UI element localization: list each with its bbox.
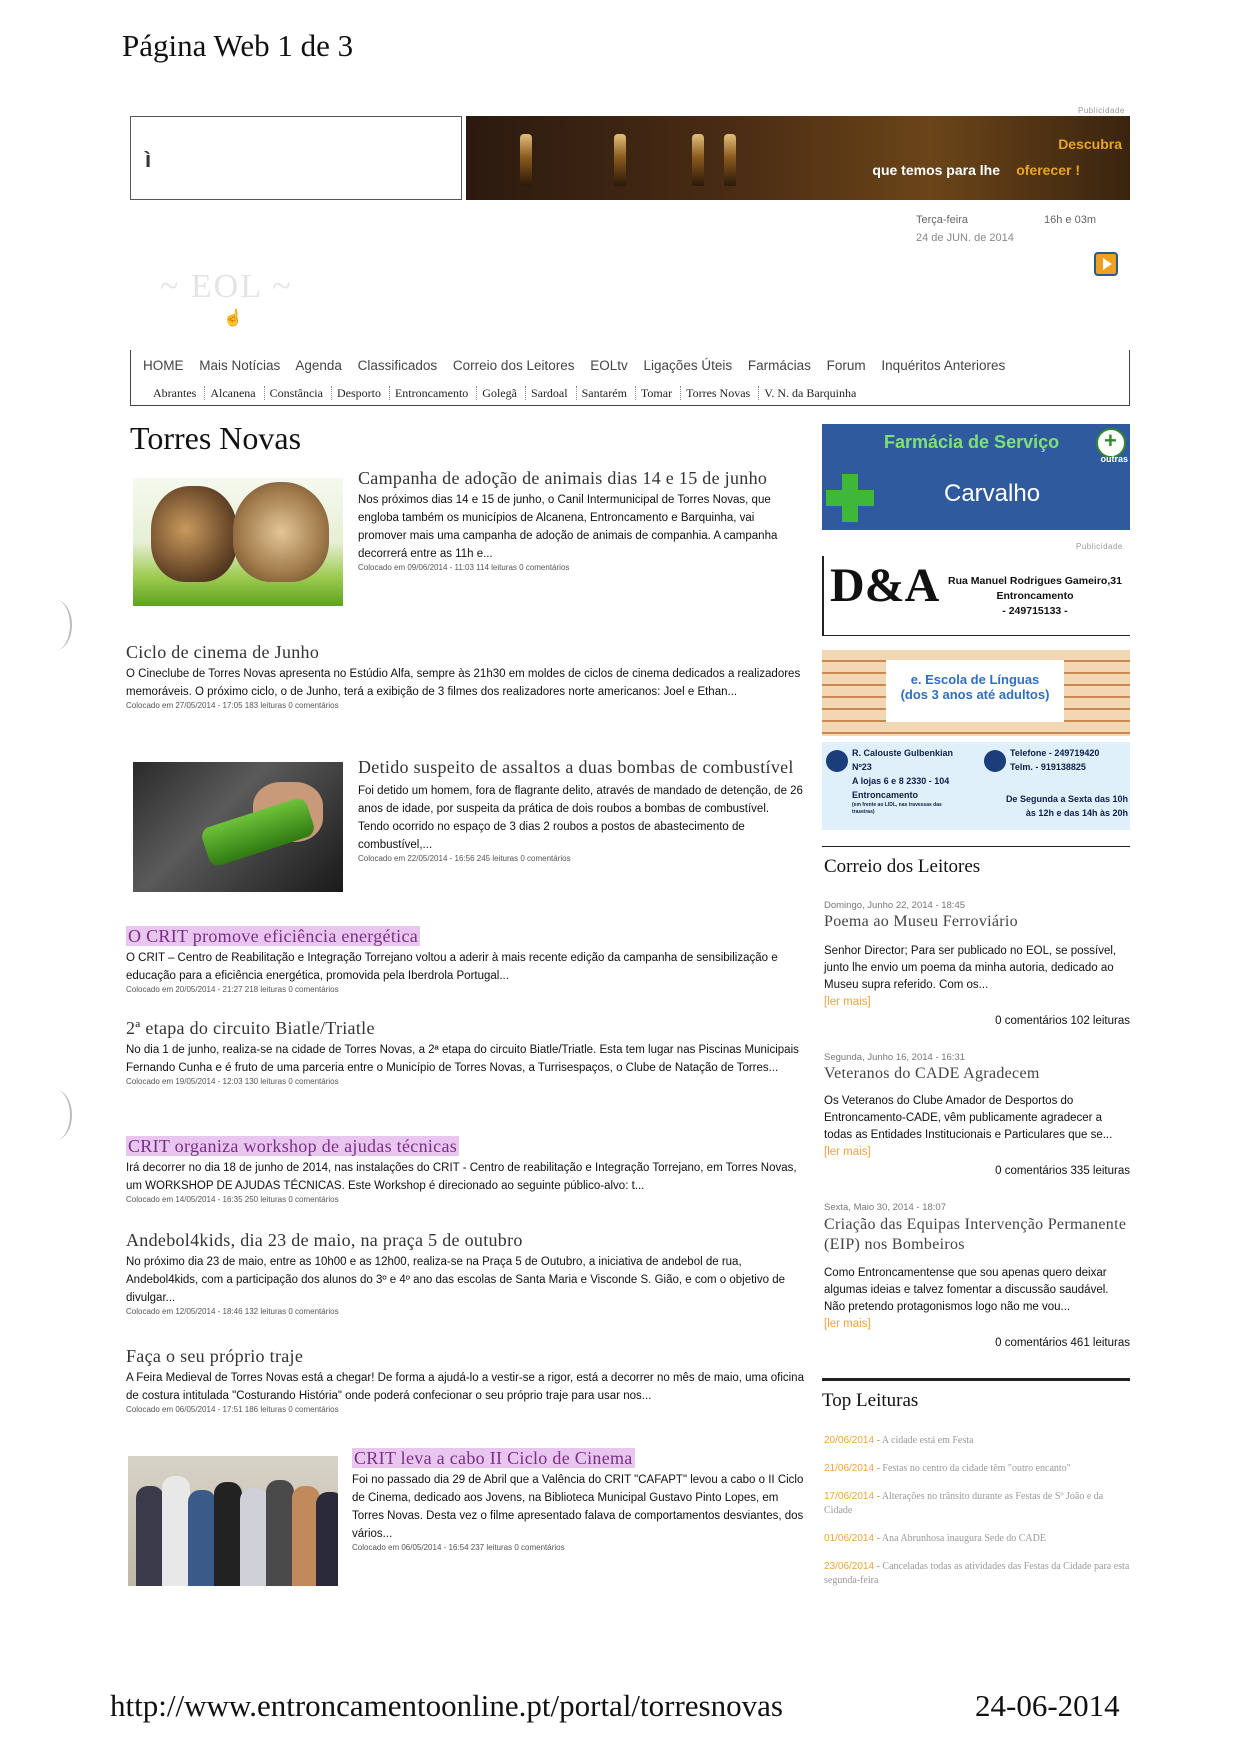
cat-image (233, 482, 329, 582)
correio-section-title: Correio dos Leitores (824, 856, 981, 877)
contact-address-line: Entroncamento (852, 790, 919, 800)
article-body: A Feira Medieval de Torres Novas está a chegar! De forma a ajudá-lo a vestir-se a rigor, está a decorrer no mês de maio, uma oficina de costura intitulada "Costurando História" onde poderá confecionar o seu próprio traje para usar nos... (126, 1372, 804, 1402)
article-title[interactable]: CRIT leva a cabo II Ciclo de Cinema (354, 1448, 633, 1468)
ad-contact-info[interactable] (822, 742, 1130, 830)
article-image-group-photo[interactable] (128, 1456, 338, 1586)
nav-classificados[interactable]: Classificados (357, 358, 438, 373)
advertising-label: Publicidade (1078, 106, 1125, 115)
top-reading-date: 01/06/2014 (824, 1533, 875, 1544)
article-meta: Colocado em 14/05/2014 - 16:35 250 leituras 0 comentários (126, 1195, 339, 1204)
contact-hours-line: às 12h e das 14h às 20h (1025, 808, 1128, 818)
hand-cursor-icon: ☝ (223, 310, 243, 327)
print-page-header: Página Web 1 de 3 (122, 28, 354, 63)
article-meta: Colocado em 19/05/2014 - 12:03 130 leituras 0 comentários (126, 1077, 339, 1086)
nav-inqueritos[interactable]: Inquéritos Anteriores (881, 358, 1006, 373)
article-body: O Cineclube de Torres Novas apresenta no Estúdio Alfa, sempre às 21h30 em moldes de ciclos de cinema dedicados a realizadores memoráveis. O próximo ciclo, o de Junho, terá a exibição de 3 filmes dos realizadores norte americanos: Joel e Ethan... (126, 668, 801, 698)
article-body: No próximo dia 23 de maio, entre as 10h00 e as 12h00, realiza-se na Praça 5 de Outubro, a iniciativa de andebol de rua, Andebol4kids, com a participação dos alunos do 3º e 4º ano das escolas de Santa Maria e Visconde S. Gião, e com o objetivo de divulgar... (126, 1256, 785, 1304)
contact-address (852, 746, 972, 816)
article-title[interactable]: Campanha de adoção de animais dias 14 e 15 de junho (358, 468, 768, 488)
top-reading-text: - Canceladas todas as atividades das Festas da Cidade para esta segunda-feira (824, 1561, 1130, 1586)
main-navigation (130, 350, 1130, 406)
top-reading-text: - A cidade está em Festa (874, 1435, 974, 1446)
ad-banner-wine[interactable] (466, 116, 1130, 200)
article-meta: Colocado em 27/05/2014 - 17:05 183 leituras 0 comentários (126, 701, 339, 710)
article (358, 754, 803, 863)
pharmacy-widget[interactable] (822, 424, 1130, 530)
article-title[interactable]: Andebol4kids, dia 23 de maio, na praça 5 de outubro (126, 1230, 523, 1250)
letter-stats: 0 comentários 102 leituras (995, 1015, 1130, 1027)
article-meta: Colocado em 06/05/2014 - 17:51 186 leituras 0 comentários (126, 1405, 339, 1414)
nav-region-item[interactable]: Alcanena (204, 386, 260, 400)
article (126, 1136, 814, 1204)
nav-correio-leitores[interactable]: Correio dos Leitores (452, 358, 575, 373)
reader-letter (824, 1052, 1130, 1177)
article-meta: Colocado em 20/05/2014 - 21:27 218 leituras 0 comentários (126, 985, 339, 994)
top-reading-item[interactable] (824, 1490, 1130, 1518)
letter-stats: 0 comentários 461 leituras (995, 1337, 1130, 1349)
reader-letter (824, 900, 1130, 1027)
letter-body: Os Veteranos do Clube Amador de Desportos do Entroncamento-CADE, vêm publicamente agradecer a todas as Entidades Institucionais e Particulares que se... (824, 1095, 1113, 1141)
article-title[interactable]: O CRIT promove eficiência energética (128, 926, 419, 946)
person-figure (136, 1486, 164, 1586)
nav-region-item[interactable]: Golegã (476, 386, 522, 400)
letter-title[interactable]: Poema ao Museu Ferroviário (824, 913, 1018, 930)
page-title: Torres Novas (130, 420, 302, 456)
article-body: No dia 1 de junho, realiza-se na cidade de Torres Novas, a 2ª etapa do circuito Biatle/Triatle. Esta tem lugar nas Piscinas Municipais Fernando Cunha e é fruto de uma parceria entre o Município de Torres Novas, a Turrisespaços, o Clube de Natação de Torres... (126, 1044, 799, 1074)
bottle-icon (724, 134, 736, 186)
ad-subline-accent: oferecer ! (1016, 162, 1080, 178)
article (126, 926, 814, 994)
person-figure (162, 1476, 190, 1586)
advertising-label: Publicidade (1076, 542, 1123, 551)
contact-phones (1010, 746, 1128, 774)
ad-language-school[interactable] (822, 650, 1130, 736)
article (126, 1230, 814, 1316)
nav-region-item[interactable]: Entroncamento (389, 386, 473, 400)
school-ages: (dos 3 anos até adultos) (900, 687, 1050, 702)
article (126, 642, 814, 710)
letter-body: Senhor Director; Para ser publicado no EOL, se possível, junto lhe envio um poema da minha autoria, dedicado ao Museu supra referido. Com os... (824, 945, 1117, 991)
current-time: 16h e 03m (1044, 214, 1096, 226)
person-figure (266, 1480, 294, 1586)
article-body: O CRIT – Centro de Reabilitação e Integração Torrejano voltou a aderir à mais recente edição da campanha de sensibilização e educação para a eficiência energética, promovida pela Iberdrola Portugal... (126, 952, 778, 982)
letter-stats: 0 comentários 335 leituras (995, 1165, 1130, 1177)
nav-region-item[interactable]: V. N. da Barquinha (758, 386, 861, 400)
current-weekday: Terça-feira (916, 214, 968, 226)
top-reading-item[interactable] (824, 1434, 1130, 1448)
article-meta: Colocado em 12/05/2014 - 18:46 132 leituras 0 comentários (126, 1307, 339, 1316)
bottle-icon (614, 134, 626, 186)
ad-dna[interactable] (822, 556, 1130, 636)
top-readings-list (824, 1434, 1130, 1588)
cursor-icon: ì (145, 147, 152, 172)
current-date: 24 de JUN. de 2014 (916, 232, 1014, 244)
letter-body: Como Entroncamentense que sou apenas quero deixar algumas ideias e talvez fomentar a discussão saudável. Não pretendo protagonismos logo não me vou... (824, 1267, 1109, 1313)
contact-address-note: traseiras) (852, 809, 875, 815)
dog-image (151, 486, 237, 582)
top-reading-date: 21/06/2014 (824, 1463, 875, 1474)
nav-region-item[interactable]: Abrantes (153, 386, 197, 400)
section-divider (822, 1378, 1130, 1381)
article-image-pets[interactable] (133, 478, 343, 606)
contact-phone: Telefone - 249719420 (1010, 748, 1100, 758)
person-figure (316, 1492, 338, 1586)
article (126, 1346, 814, 1414)
person-figure (240, 1488, 268, 1586)
top-reading-item[interactable] (824, 1560, 1130, 1588)
school-label-box (886, 660, 1064, 722)
top-reading-text: - Alterações no trânsito durante as Festas de Sº João e da Cidade (824, 1491, 1104, 1516)
letter-title[interactable]: Veteranos do CADE Agradecem (824, 1065, 1040, 1082)
nav-region-item[interactable]: Sardoal (525, 386, 573, 400)
scan-mark (40, 600, 72, 650)
section-divider (822, 846, 1130, 847)
top-reading-date: 20/06/2014 (824, 1435, 875, 1446)
dna-logo: D&A (830, 559, 940, 612)
contact-hours-line: De Segunda a Sexta das 10h (1005, 794, 1128, 804)
reader-letter (824, 1202, 1130, 1349)
letter-date: Domingo, Junho 22, 2014 - 18:45 (824, 900, 966, 911)
read-more-link[interactable]: [ler mais] (824, 1146, 871, 1158)
top-reading-text: - Ana Abrunhosa inaugura Sede do CADE (874, 1533, 1046, 1544)
school-name: e. Escola de Línguas (910, 672, 1040, 687)
play-icon[interactable] (1094, 252, 1118, 276)
article-body: Nos próximos dias 14 e 15 de junho, o Canil Intermunicipal de Torres Novas, que engloba também os municípios de Alcanena, Entroncamento e Barquinha, vai promover mais uma campanha de adoção de animais de companhia. A campanha decorrerá entre as 11h e... (358, 494, 778, 560)
top-reading-date: 23/06/2014 (824, 1561, 875, 1572)
letter-date: Sexta, Maio 30, 2014 - 18:07 (824, 1202, 946, 1213)
top-reading-item[interactable] (824, 1462, 1130, 1476)
letter-date: Segunda, Junho 16, 2014 - 16:31 (824, 1052, 966, 1063)
ad-subline: que temos para lhe (872, 162, 1000, 178)
nav-mais-noticias[interactable]: Mais Notícias (199, 358, 281, 373)
read-more-link[interactable]: [ler mais] (824, 996, 871, 1008)
bottle-icon (692, 134, 704, 186)
article-body: Irá decorrer no dia 18 de junho de 2014, nas instalações do CRIT - Centro de reabilitação e Integração Torrejano, em Torres Novas, um WORKSHOP DE AJUDAS TÉCNICAS. Este Workshop é direcionado ao seguinte público-alvo: t... (126, 1162, 797, 1192)
article (352, 1448, 804, 1552)
nav-eoltv[interactable]: EOLtv (590, 358, 628, 373)
location-icon (826, 750, 848, 772)
letter-title[interactable]: Criação das Equipas Intervenção Permanente (EIP) nos Bombeiros (824, 1216, 1127, 1253)
article-meta: Colocado em 09/06/2014 - 11:03 114 leituras 0 comentários (358, 563, 570, 572)
article-body: Foi no passado dia 29 de Abril que a Valência do CRIT "CAFAPT" levou a cabo o II Ciclo de Cinema, dedicado aos Jovens, na Biblioteca Municipal Gustavo Pinto Lopes, em Torres Novas. Desta vez o filme apresentado falava de comportamentos desviantes, dos vários... (352, 1474, 804, 1540)
contact-hours (992, 792, 1128, 820)
nav-region-item[interactable]: Torres Novas (680, 386, 755, 400)
dna-contact (942, 574, 1128, 619)
nav-region-menu (153, 386, 861, 401)
top-reading-text: - Festas no centro da cidade têm "outro encanto" (874, 1463, 1071, 1474)
nav-region-item[interactable]: Desporto (331, 386, 386, 400)
article-body: Foi detido um homem, fora de flagrante delito, através de mandado de detenção, de 26 anos de idade, por suspeita da prática de dois roubos a bombas de combustível. Tendo ocorrido no espaço de 3 dias 2 roubos a postos de abastecimento de combustível,... (358, 785, 803, 851)
nav-main-menu (143, 358, 1017, 373)
article-meta: Colocado em 06/05/2014 - 16:54 237 leituras 0 comentários (352, 1543, 565, 1552)
pharmacy-cross-icon (826, 474, 874, 522)
article-title[interactable]: Ciclo de cinema de Junho (126, 642, 320, 662)
print-page-url: http://www.entroncamentoonline.pt/portal/torresnovas (110, 1688, 783, 1723)
phone-icon (984, 750, 1006, 772)
contact-mobile: Telm. - 919138825 (1010, 762, 1086, 772)
ad-banner-left[interactable] (130, 116, 462, 200)
nav-region-item[interactable]: Constância (264, 386, 328, 400)
top-reading-item[interactable] (824, 1532, 1130, 1546)
nav-ligacoes-uteis[interactable]: Ligações Úteis (643, 358, 733, 373)
article-title[interactable]: Detido suspeito de assaltos a duas bombas de combustível (358, 757, 794, 777)
person-figure (188, 1490, 216, 1586)
nav-region-item[interactable]: Santarém (576, 386, 632, 400)
pharmacy-name: Carvalho (944, 480, 1041, 507)
article-title[interactable]: 2ª etapa do circuito Biatle/Triatle (126, 1018, 375, 1038)
dna-phone: - 249715133 - (1002, 605, 1068, 617)
bottle-icon (520, 134, 532, 186)
nav-home[interactable]: HOME (143, 358, 184, 373)
nav-agenda[interactable]: Agenda (295, 358, 342, 373)
ad-headline: Descubra (1058, 136, 1122, 152)
article (358, 468, 803, 572)
article (126, 1018, 814, 1086)
pharmacy-title: Farmácia de Serviço (884, 432, 1060, 452)
print-date: 24-06-2014 (975, 1688, 1120, 1723)
nav-farmacias[interactable]: Farmácias (747, 358, 811, 373)
contact-address-line: A lojas 6 e 8 2330 - 104 (852, 776, 950, 786)
dna-city: Entroncamento (996, 590, 1074, 602)
person-figure (214, 1482, 242, 1586)
scan-mark (40, 1090, 72, 1140)
pharmacy-other-link[interactable]: outras (1100, 454, 1128, 464)
read-more-link[interactable]: [ler mais] (824, 1318, 871, 1330)
nav-region-item[interactable]: Tomar (635, 386, 677, 400)
contact-address-note: (em frente ao LIDL, nas travessas das (852, 802, 942, 808)
article-meta: Colocado em 22/05/2014 - 16:56 245 leituras 0 comentários (358, 854, 571, 863)
article-title[interactable]: Faça o seu próprio traje (126, 1346, 304, 1366)
article-image-fuel-pump[interactable] (133, 762, 343, 892)
nav-forum[interactable]: Forum (826, 358, 866, 373)
contact-address-line: R. Calouste Gulbenkian Nº23 (852, 748, 954, 772)
dna-address: Rua Manuel Rodrigues Gameiro,31 (948, 575, 1122, 587)
site-logo[interactable]: ~ EOL ~ (160, 268, 293, 305)
article-title[interactable]: CRIT organiza workshop de ajudas técnicas (128, 1136, 458, 1156)
top-reading-date: 17/06/2014 (824, 1491, 875, 1502)
top-readings-title: Top Leituras (822, 1390, 919, 1411)
